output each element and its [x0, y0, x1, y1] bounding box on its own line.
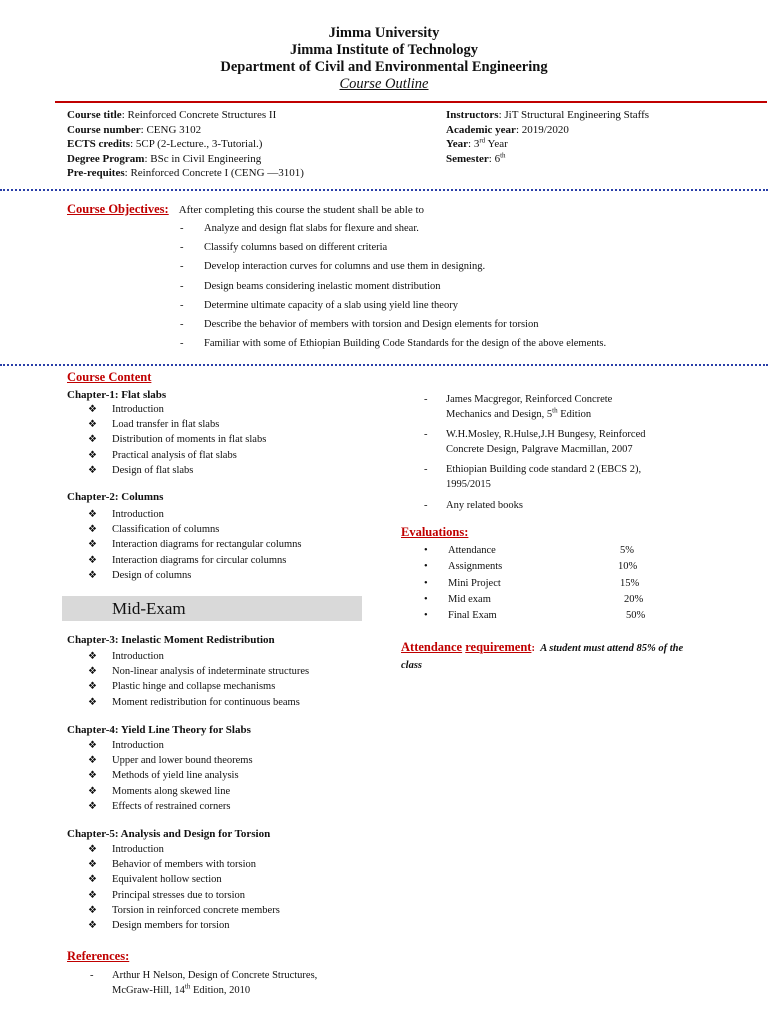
list-item: ❖ Practical analysis of flat slabs	[88, 448, 266, 463]
list-item: ❖ Design of columns	[88, 568, 302, 583]
list-item: ❖ Design members for torsion	[88, 918, 280, 933]
list-item: ❖ Load transfer in flat slabs	[88, 417, 266, 432]
chapter-4-list	[88, 738, 253, 814]
department-name: Department of Civil and Environmental Engineering	[220, 59, 548, 75]
objectives-divider	[0, 364, 768, 366]
evaluation-item: • Mini Project 15%	[420, 576, 502, 592]
objectives-heading-row	[67, 200, 424, 218]
list-item: ❖ Non-linear analysis of indeterminate structures	[88, 664, 309, 679]
chapter-1-title: Chapter-1: Flat slabs	[67, 389, 167, 401]
list-item: ❖ Equivalent hollow section	[88, 872, 280, 887]
evaluation-item: • Attendance 5%	[420, 543, 502, 559]
info-divider	[0, 189, 768, 191]
list-item: ❖ Introduction	[88, 738, 253, 753]
info-ects-credits: ECTS credits: 5CP (2-Lecture., 3-Tutorial.)	[67, 138, 263, 150]
list-item: ❖ Plastic hinge and collapse mechanisms	[88, 679, 309, 694]
reference-item: - James Macgregor, Reinforced Concrete Mechanics and Design, 5th Edition	[422, 392, 752, 422]
mid-exam-banner: Mid-Exam	[62, 596, 362, 621]
info-course-number: Course number: CENG 3102	[67, 123, 202, 136]
attendance-title: Attendance	[401, 640, 463, 654]
info-degree-program: Degree Program: BSc in Civil Engineering	[67, 152, 262, 165]
list-item: ❖ Introduction	[88, 507, 302, 522]
reference-item: - W.H.Mosley, R.Hulse,J.H Bungesy, Reinforced Concrete Design, Palgrave Macmillan, 2007	[422, 427, 752, 457]
list-item: ❖ Torsion in reinforced concrete members	[88, 903, 280, 918]
chapter-3-list	[88, 649, 309, 710]
evaluations-title: Evaluations:	[401, 525, 469, 539]
chapter-2-title: Chapter-2: Columns	[67, 491, 164, 503]
course-info-left	[67, 108, 304, 181]
list-item: ❖ Principal stresses due to torsion	[88, 888, 280, 903]
list-item: ❖ Classification of columns	[88, 522, 302, 537]
attendance-text: A student must attend 85% of the class	[401, 643, 684, 671]
info-academic-year: Academic year: 2019/2020	[446, 123, 569, 136]
chapter-5-list	[88, 842, 280, 933]
info-semester: Semester: 6th	[446, 150, 506, 165]
chapter-4-title: Chapter-4: Yield Line Theory for Slabs	[67, 724, 251, 736]
course-info-right	[446, 108, 649, 166]
objectives-list	[180, 219, 606, 353]
list-item: ❖ Distribution of moments in flat slabs	[88, 432, 266, 447]
evaluation-item: • Assignments 10%	[420, 559, 502, 575]
list-item: - Analyze and design flat slabs for flexure and shear.	[180, 219, 606, 238]
info-course-title: Course title: Reinforced Concrete Structures II	[67, 109, 277, 121]
list-item: ❖ Introduction	[88, 649, 309, 664]
reference-item: - Arthur H Nelson, Design of Concrete Structures, McGraw-Hill, 14th Edition, 2010	[88, 968, 317, 998]
list-item: ❖ Upper and lower bound theorems	[88, 753, 253, 768]
list-item: ❖ Behavior of members with torsion	[88, 857, 280, 872]
references-list-right	[422, 392, 752, 513]
list-item: ❖ Effects of restrained corners	[88, 799, 253, 814]
list-item: ❖ Interaction diagrams for rectangular columns	[88, 537, 302, 552]
evaluation-item: • Final Exam 50%	[420, 608, 502, 624]
chapter-2-list	[88, 507, 302, 583]
info-year: Year: 3rd Year	[446, 136, 508, 150]
objectives-lead: After completing this course the student shall be able to	[178, 204, 425, 216]
chapter-1-list	[88, 402, 266, 478]
attendance-requirement: Attendance requirement: A student must attend 85% of the class	[401, 640, 684, 671]
list-item: ❖ Introduction	[88, 402, 266, 417]
evaluations-list	[420, 543, 646, 624]
chapter-5-title: Chapter-5: Analysis and Design for Torsion	[67, 828, 271, 840]
university-name: Jimma University	[328, 25, 440, 41]
references-list-left	[88, 968, 317, 998]
list-item: ❖ Introduction	[88, 842, 280, 857]
header-divider	[55, 101, 767, 103]
institute-name: Jimma Institute of Technology	[289, 42, 479, 58]
chapter-3-title: Chapter-3: Inelastic Moment Redistribution	[67, 634, 275, 646]
reference-item: - Ethiopian Building code standard 2 (EBCS 2), 1995/2015	[422, 462, 752, 492]
objectives-title: Course Objectives:	[67, 202, 169, 216]
list-item: ❖ Moments along skewed line	[88, 784, 253, 799]
list-item: - Classify columns based on different criteria	[180, 238, 606, 257]
evaluation-item: • Mid exam 20%	[420, 592, 502, 608]
reference-item: - Any related books	[422, 498, 752, 513]
document-title: Course Outline	[339, 76, 429, 92]
list-item: ❖ Moment redistribution for continuous beams	[88, 695, 309, 710]
list-item: - Describe the behavior of members with torsion and Design elements for torsion	[180, 315, 606, 334]
info-instructors: Instructors: JiT Structural Engineering Staffs	[446, 109, 650, 121]
list-item: - Design beams considering inelastic moment distribution	[180, 277, 606, 296]
list-item: ❖ Interaction diagrams for circular columns	[88, 553, 302, 568]
info-prerequisites: Pre-requites: Reinforced Concrete I (CENG —3101)	[67, 167, 304, 179]
references-title: References:	[67, 949, 130, 963]
list-item: - Determine ultimate capacity of a slab using yield line theory	[180, 296, 606, 315]
list-item: - Familiar with some of Ethiopian Building Code Standards for the design of the above elements.	[180, 334, 606, 353]
list-item: ❖ Methods of yield line analysis	[88, 768, 253, 783]
list-item: ❖ Design of flat slabs	[88, 463, 266, 478]
list-item: - Develop interaction curves for columns and use them in designing.	[180, 257, 606, 276]
course-content-title: Course Content	[67, 370, 152, 384]
